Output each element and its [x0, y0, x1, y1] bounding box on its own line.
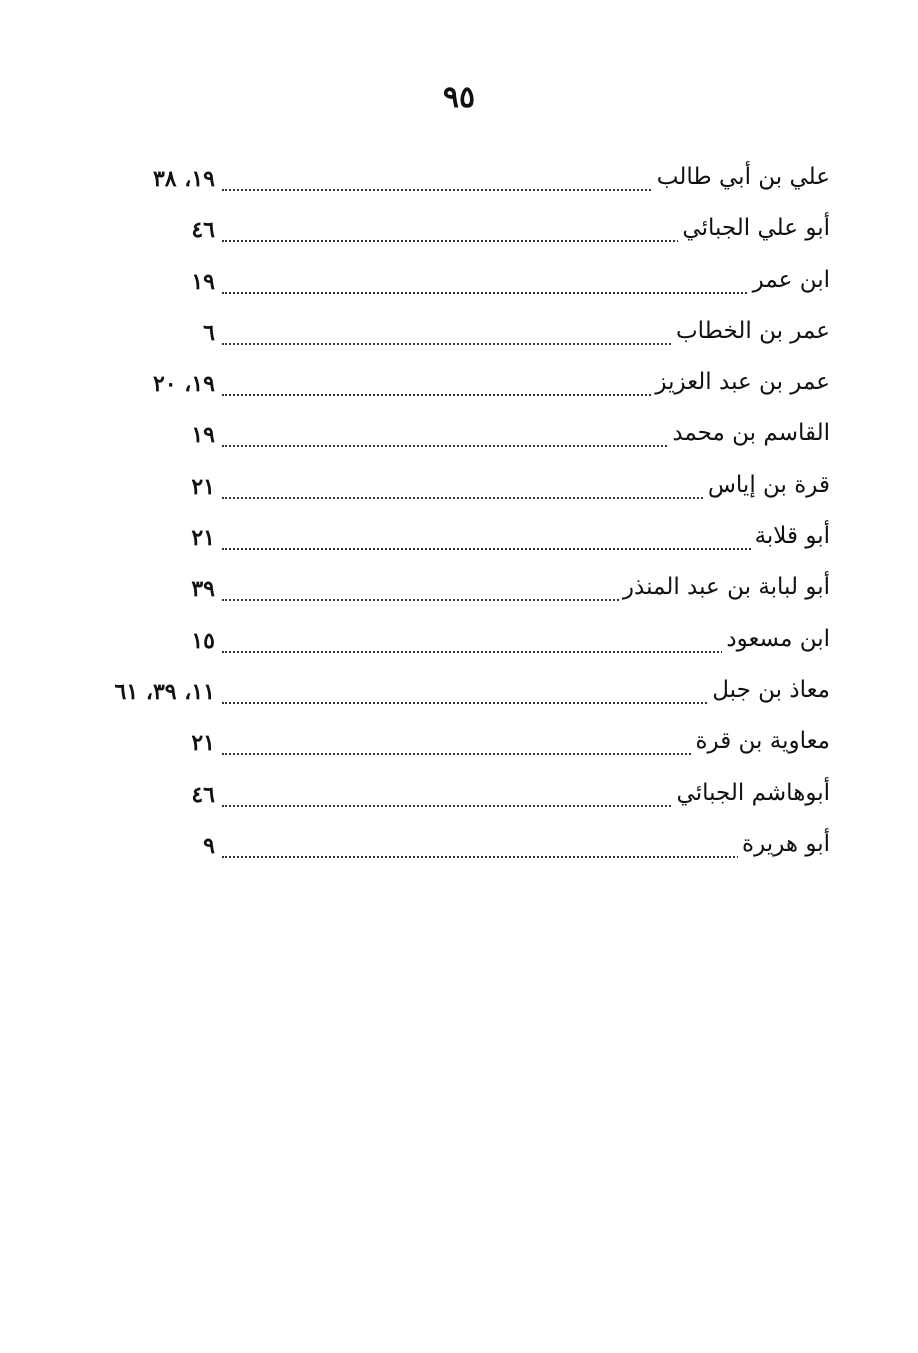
index-entry [80, 261, 830, 312]
entry-name: أبوهاشم الجبائي [673, 778, 830, 808]
entry-pages: ٩ [203, 832, 215, 859]
entry-name: أبو هريرة [738, 829, 830, 859]
index-entry [80, 466, 830, 517]
entry-pages: ١٩ [191, 268, 215, 295]
entry-name: قرة بن إياس [704, 470, 830, 500]
entry-pages: ١٩، ٢٠ [152, 371, 215, 398]
page-number: ٩٥ [442, 80, 476, 115]
entry-name: علي بن أبي طالب [653, 162, 830, 192]
entry-pages: ٢١ [191, 525, 215, 552]
entry-pages: ٢١ [191, 730, 215, 757]
index-entry [80, 363, 830, 414]
dot-leader [222, 292, 830, 294]
index-entry [80, 568, 830, 619]
entry-pages: ١١، ٣٩، ٦١ [114, 678, 215, 705]
index-entry [80, 722, 830, 773]
entry-pages: ١٥ [191, 627, 215, 654]
index-entry [80, 312, 830, 363]
entry-pages: ٤٦ [191, 781, 215, 808]
dot-leader [222, 548, 830, 550]
entry-name: ابن عمر [749, 265, 830, 295]
index-entry [80, 158, 830, 209]
index-entry [80, 774, 830, 825]
entry-name: أبو علي الجبائي [678, 213, 830, 243]
index-entry [80, 825, 830, 876]
entry-name: ابن مسعود [722, 624, 830, 654]
index-entry [80, 209, 830, 260]
entry-pages: ١٩ [191, 422, 215, 449]
entry-name: أبو لبابة بن عبد المنذر [619, 572, 830, 602]
entry-name: أبو قلابة [751, 521, 830, 551]
index-entry [80, 517, 830, 568]
entry-name: معاذ بن جبل [708, 675, 830, 705]
entry-name: عمر بن عبد العزيز [651, 367, 830, 397]
entry-pages: ١٩، ٣٨ [152, 166, 215, 192]
index-entry [80, 671, 830, 722]
entry-pages: ٦ [203, 319, 215, 346]
entry-pages: ٤٦ [191, 217, 215, 244]
entry-pages: ٢١ [191, 473, 215, 500]
entry-name: القاسم بن محمد [668, 418, 830, 448]
entry-name: معاوية بن قرة [691, 726, 830, 756]
index-list [80, 158, 830, 876]
index-entry [80, 414, 830, 465]
index-entry [80, 620, 830, 671]
entry-name: عمر بن الخطاب [672, 316, 830, 346]
entry-pages: ٣٩ [191, 576, 215, 603]
